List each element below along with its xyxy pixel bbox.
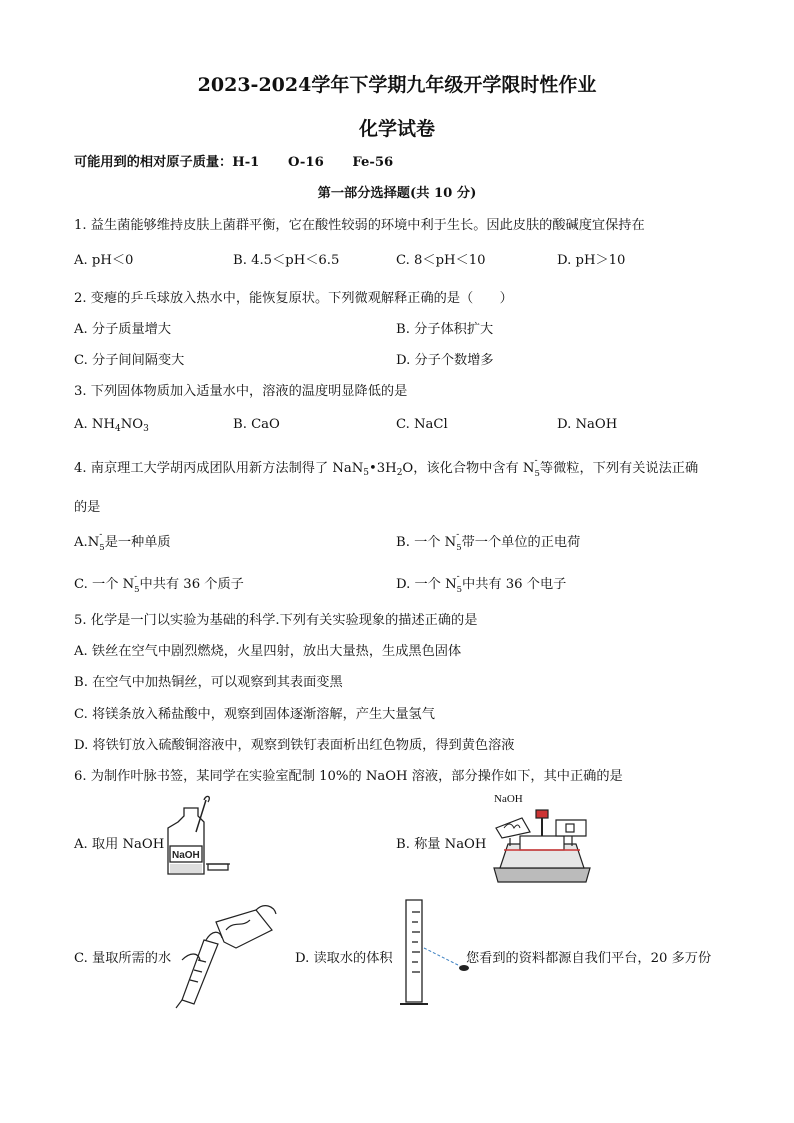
watermark-text: 您看到的资料都源自我们平台，20 多万份	[466, 951, 712, 966]
q3-stem: 3. 下列固体物质加入适量水中，溶液的温度明显降低的是	[74, 384, 408, 399]
option-text: NaCl	[414, 417, 448, 432]
option-text: 称量 NaOH	[414, 837, 487, 852]
q4-option-d[interactable]	[396, 572, 567, 595]
paper-subtitle: 化学试卷	[358, 118, 435, 140]
q5-option-b[interactable]	[74, 671, 343, 690]
q2-option-a[interactable]	[74, 318, 171, 337]
formula-subscript: 2	[396, 468, 403, 478]
q6-stem: 6. 为制作叶脉书签，某同学在实验室配制 10%的 NaOH 溶液，部分操作如下，其中正确的是	[74, 769, 623, 784]
formula-superscript: -	[134, 572, 138, 582]
formula-superscript: -	[99, 530, 103, 540]
atomic-mass-h: H-1	[232, 155, 260, 170]
option-letter: C.	[74, 577, 88, 592]
q1-option-d[interactable]	[557, 249, 625, 268]
q1-option-b[interactable]	[233, 249, 339, 268]
q5-option-c[interactable]	[74, 703, 435, 722]
option-letter: D.	[295, 951, 310, 966]
option-text: 铁丝在空气中剧烈燃烧，火星四射，放出大量热，生成黑色固体	[91, 644, 462, 659]
bottle-label: NaOH	[172, 850, 200, 861]
pouring-water-illustration	[176, 900, 278, 1010]
n5-ion	[456, 572, 463, 595]
option-text: 读取水的体积	[313, 951, 393, 966]
option-text: 分子个数增多	[414, 353, 494, 368]
balance-illustration	[490, 806, 594, 888]
option-letter: C.	[74, 707, 88, 722]
q5-option-d[interactable]	[74, 734, 515, 753]
formula-subscript: 5	[99, 543, 105, 553]
option-text: 中共有 36 个质子	[139, 577, 244, 592]
ammonium-nitrate-formula	[92, 417, 149, 432]
atomic-masses-line	[74, 151, 393, 170]
option-letter: C.	[396, 253, 410, 268]
atomic-mass-o: O-16	[287, 155, 324, 170]
option-letter: B.	[396, 322, 410, 337]
option-text: 带一个单位的正电荷	[461, 535, 581, 550]
option-text: 一个 N	[414, 535, 457, 550]
q2-stem: 2. 变瘪的乒乓球放入热水中，能恢复原状。下列微观解释正确的是（ ）	[74, 291, 513, 306]
q4-option-b[interactable]	[396, 530, 581, 553]
q3-option-c[interactable]	[396, 417, 448, 432]
q2-option-c[interactable]	[74, 349, 184, 368]
option-text: 一个 N	[414, 577, 457, 592]
option-text: 4.5＜pH＜6.5	[251, 253, 340, 268]
reagent-bottle-illustration	[162, 802, 242, 880]
option-text: 取用 NaOH	[91, 837, 165, 852]
option-letter: A.	[74, 417, 88, 432]
q4-stem-part: 等微粒，下列有关说法正确	[539, 461, 699, 476]
option-letter: A.	[74, 535, 88, 550]
n5-ion	[99, 530, 105, 553]
option-letter: B.	[74, 675, 88, 690]
q3-option-b[interactable]	[233, 417, 280, 432]
option-letter: C.	[74, 951, 88, 966]
q2-option-b[interactable]	[396, 318, 493, 337]
q6-option-b[interactable]	[396, 833, 486, 852]
q5-option-a[interactable]	[74, 640, 461, 659]
paper-title: 2023-2024学年下学期九年级开学限时性作业	[197, 74, 597, 96]
option-text: 8＜pH＜10	[414, 253, 486, 268]
q4-option-c[interactable]	[74, 572, 244, 595]
option-letter: A.	[74, 253, 88, 268]
option-text: 将铁钉放入硫酸铜溶液中，观察到铁钉表面析出红色物质，得到黄色溶液	[92, 738, 515, 753]
q1-option-a[interactable]	[74, 249, 133, 268]
formula-subscript: 5	[456, 543, 462, 553]
q6-option-a[interactable]	[74, 833, 164, 852]
option-letter: D.	[557, 417, 572, 432]
option-letter: B.	[396, 535, 410, 550]
option-text: 是一种单质	[104, 535, 171, 550]
q1-stem: 1. 益生菌能够维持皮肤上菌群平衡，它在酸性较弱的环境中利于生长。因此皮肤的酸碱度宜保持在	[74, 218, 645, 233]
option-letter: C.	[396, 417, 410, 432]
formula-subscript: 4	[114, 424, 121, 434]
option-text: 中共有 36 个电子	[462, 577, 567, 592]
formula-subscript: 5	[456, 585, 463, 595]
option-letter: B.	[396, 837, 410, 852]
balance-label: NaOH	[494, 793, 523, 805]
option-letter: D.	[557, 253, 572, 268]
sight-line	[424, 948, 460, 966]
option-text: NaOH	[575, 417, 618, 432]
n5-ion	[534, 456, 540, 479]
option-text: 分子间间隔变大	[92, 353, 185, 368]
option-letter: A.	[74, 837, 88, 852]
option-text: 分子质量增大	[91, 322, 172, 337]
option-text: pH＞10	[575, 253, 626, 268]
option-text: 一个 N	[92, 577, 135, 592]
formula-superscript: -	[456, 530, 460, 540]
q4-stem	[74, 457, 698, 478]
option-letter: B.	[233, 417, 247, 432]
option-letter: D.	[396, 353, 411, 368]
q4-stem-part: O，该化合物中含有 N	[402, 461, 535, 476]
formula-superscript: -	[534, 456, 538, 466]
option-text: 将镁条放入稀盐酸中，观察到固体逐渐溶解，产生大量氢气	[92, 707, 435, 722]
formula-superscript: -	[456, 572, 460, 582]
option-letter: D.	[74, 738, 89, 753]
formula-subscript: 5	[534, 469, 540, 479]
formula-part: NH	[91, 417, 115, 432]
q4-option-a[interactable]	[74, 530, 171, 553]
formula-subscript: 3	[143, 424, 149, 434]
option-letter: C.	[74, 353, 88, 368]
atomic-mass-fe: Fe-56	[352, 155, 394, 170]
q4-stem-continuation: 的是	[74, 500, 101, 515]
q3-option-d[interactable]	[557, 417, 617, 432]
option-text: N	[87, 535, 100, 550]
formula-subscript: 5	[134, 585, 140, 595]
atomic-masses-label: 可能用到的相对原子质量：	[74, 155, 233, 170]
q4-stem-part: •3H	[369, 461, 397, 476]
option-letter: D.	[396, 577, 411, 592]
n5-ion	[456, 530, 462, 553]
q6-option-d[interactable]	[295, 947, 393, 966]
formula-subscript: 5	[363, 468, 370, 478]
section-title: 第一部分选择题(共 10 分)	[317, 186, 477, 201]
option-text: CaO	[251, 417, 280, 432]
formula-part: NO	[120, 417, 144, 432]
option-letter: A.	[74, 322, 88, 337]
q2-option-d[interactable]	[396, 349, 494, 368]
option-letter: A.	[74, 644, 88, 659]
option-text: 量取所需的水	[92, 951, 172, 966]
option-text: pH＜0	[91, 253, 134, 268]
q1-option-c[interactable]	[396, 249, 486, 268]
option-text: 在空气中加热铜丝，可以观察到其表面变黑	[92, 675, 343, 690]
n5-ion	[134, 572, 140, 595]
q6-option-c[interactable]	[74, 947, 171, 966]
option-letter: B.	[233, 253, 247, 268]
q3-option-a[interactable]	[74, 417, 149, 434]
q5-stem: 5. 化学是一门以实验为基础的科学.下列有关实验现象的描述正确的是	[74, 613, 478, 628]
option-text: 分子体积扩大	[414, 322, 494, 337]
q4-stem-part: 4. 南京理工大学胡丙成团队用新方法制得了 NaN	[74, 461, 364, 476]
